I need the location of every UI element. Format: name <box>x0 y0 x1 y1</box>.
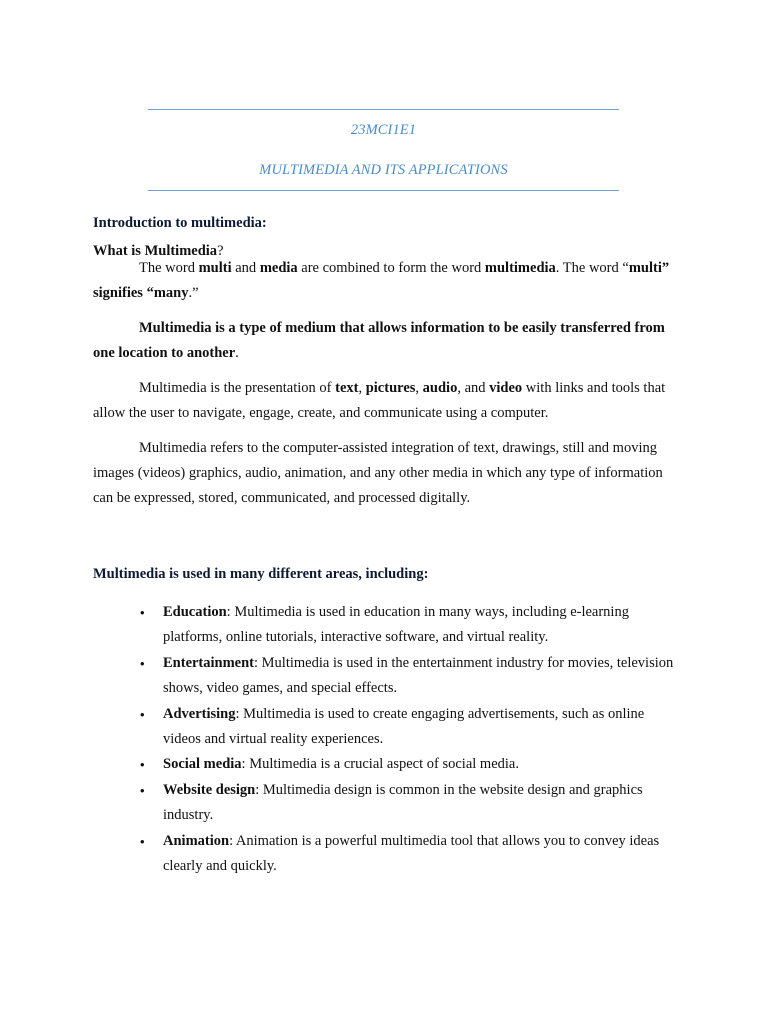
list-item <box>140 651 685 702</box>
list-item-term: Animation <box>163 832 230 849</box>
bullet-icon: • <box>140 605 145 620</box>
bullet-icon: • <box>140 757 145 773</box>
text-run: with links and tools that allow the user to navigate, engage, create, and communicate using a computer. <box>93 380 666 421</box>
list-item-term: Website design <box>163 781 256 798</box>
bullet-icon: • <box>140 782 145 798</box>
paragraph-definition <box>93 256 683 306</box>
section-heading-intro: Introduction to multimedia: <box>93 215 267 231</box>
paragraph-medium <box>93 316 683 366</box>
question-bold: What is Multimedia <box>93 243 218 259</box>
list-item-desc: : Multimedia is used in education in many ways, including e-learning platforms, online tutorials, interactive software, and virtual reality. <box>163 604 629 646</box>
list-item-term: Education <box>163 604 227 620</box>
list-item <box>140 829 685 880</box>
list-item-term: Advertising <box>163 705 236 722</box>
text-run: and <box>231 260 260 276</box>
text-run: The word <box>139 260 199 276</box>
bold-run: text <box>335 380 359 396</box>
text-run: . <box>235 345 239 361</box>
list-item <box>140 778 685 829</box>
bold-run: pictures <box>365 380 416 396</box>
text-run: , <box>415 380 423 396</box>
areas-list <box>140 600 685 879</box>
bullet-icon: • <box>140 706 145 722</box>
header-bottom-rule <box>148 190 619 191</box>
list-item <box>140 752 685 777</box>
list-item-desc: : Multimedia is a crucial aspect of social media. <box>241 756 519 773</box>
text-run: , <box>358 380 366 396</box>
bold-run: multimedia <box>484 260 556 276</box>
list-item-term: Social media <box>163 756 242 773</box>
text-run: . The word “ <box>555 260 629 276</box>
bold-run: media <box>259 260 298 276</box>
paragraph-integration: Multimedia refers to the computer-assisted integration of text, drawings, still and moving images (videos) graphics, audio, animation, and any other media in which any type of information can be expressed, stored, communicated, and processed digitally. <box>93 440 663 506</box>
header-top-rule <box>148 109 619 110</box>
list-item <box>140 702 685 753</box>
bullet-icon: • <box>140 655 145 671</box>
bold-run: audio <box>422 380 458 396</box>
course-code: 23MCI1E1 <box>350 122 417 138</box>
bold-run: multi <box>198 260 232 276</box>
list-item-desc: : Animation is a powerful multimedia tool that allows you to convey ideas clearly and quickly. <box>163 832 660 875</box>
course-title: MULTIMEDIA AND ITS APPLICATIONS <box>259 162 508 178</box>
bold-run: Multimedia is a type of medium that allows information to be easily transferred from one location to another <box>93 320 665 361</box>
bold-run: video <box>489 380 523 396</box>
list-item-desc: : Multimedia is used to create engaging advertisements, such as online videos and virtual reality experiences. <box>163 705 645 748</box>
list-item-desc: : Multimedia is used in the entertainment industry for movies, television shows, video games, and special effects. <box>163 654 674 697</box>
text-run: Multimedia is the presentation of <box>139 380 336 396</box>
list-item-desc: : Multimedia design is common in the website design and graphics industry. <box>163 781 643 824</box>
list-item <box>140 600 685 651</box>
bullet-icon: • <box>140 833 145 849</box>
text-run: are combined to form the word <box>297 260 485 276</box>
paragraph-presentation <box>93 376 683 426</box>
list-item-term: Entertainment <box>163 654 255 671</box>
bold-run: multi” signifies “many <box>93 260 670 301</box>
question-mark: ? <box>217 243 224 259</box>
text-run: .” <box>188 285 199 301</box>
section-heading-areas: Multimedia is used in many different areas, including: <box>93 566 429 582</box>
text-run: , and <box>457 380 490 396</box>
